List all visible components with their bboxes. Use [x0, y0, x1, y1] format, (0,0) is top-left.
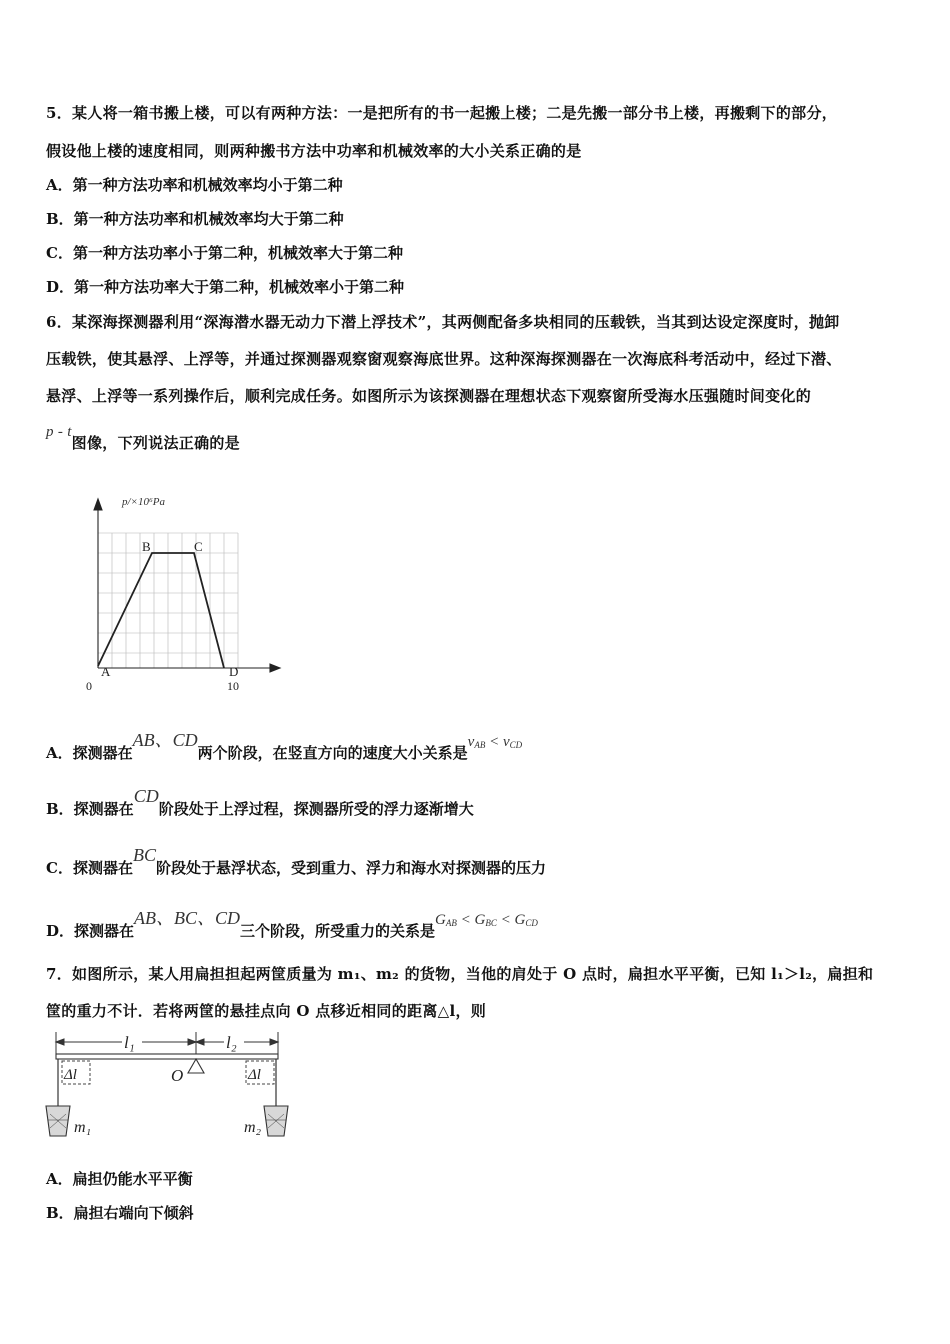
- graph-axes: [94, 499, 280, 672]
- point-label-d: D: [229, 664, 239, 679]
- less-than-sign-2: <: [496, 912, 515, 928]
- pivot-o-label: O: [171, 1066, 184, 1085]
- q6-option-c-prefix: C．探测器在: [46, 859, 133, 877]
- pivot-triangle: [188, 1059, 204, 1073]
- less-than-sign: <: [485, 734, 503, 750]
- q6-stem-line2: 压载铁，使其悬浮、上浮等，并通过探测器观察窗观察海底世界。这种深海探测器在一次海底科考活动中，经过下潜、: [46, 350, 842, 368]
- q6-option-c-rest: 阶段处于悬浮状态，受到重力、浮力和海水对探测器的压力: [155, 859, 546, 877]
- q7-stem-line2: 筐的重力不计．若将两筐的悬挂点向 O 点移近相同的距离△l，则: [46, 1002, 487, 1020]
- q6-option-a-mid: 两个阶段，在竖直方向的速度大小关系是: [197, 744, 468, 762]
- pt-symbol: p - t: [46, 424, 72, 440]
- q6-stem-line4: [46, 424, 240, 453]
- velocity-subscript-cd: CD: [509, 740, 523, 750]
- q6-option-a-prefix: A．探测器在: [46, 744, 133, 762]
- q6-option-d-mid: 三个阶段，所受重力的关系是: [240, 922, 436, 940]
- q6-option-c-math: BC: [132, 845, 156, 865]
- q7-option-a: A．扁担仍能水平平衡: [46, 1170, 193, 1188]
- velocity-subscript-ab: AB: [474, 740, 486, 750]
- mass-m2-label: m₂: [244, 1119, 262, 1136]
- q5-option-a: A．第一种方法功率和机械效率均小于第二种: [46, 176, 343, 194]
- q6-stem-line3: 悬浮、上浮等一系列操作后，顺利完成任务。如图所示为该探测器在理想状态下观察窗所受海水压强随时间变化的: [46, 387, 812, 405]
- gravity-subscript-ab: AB: [445, 918, 457, 928]
- q5-option-d: D．第一种方法功率大于第二种，机械效率小于第二种: [46, 278, 405, 296]
- q6-option-b: [46, 786, 474, 819]
- q6-option-a-math: AB、CD: [132, 730, 198, 750]
- q6-option-b-rest: 阶段处于上浮过程，探测器所受的浮力逐渐增大: [158, 800, 474, 818]
- point-label-c: C: [194, 539, 203, 554]
- x-tick-10: 10: [227, 679, 239, 693]
- q6-stem-line1: 6．某深海探测器利用“深海潜水器无动力下潜上浮技术”，其两侧配备多块相同的压载铁，当其到达设定深度时，抛卸: [46, 313, 840, 331]
- q6-option-a-relation: [468, 734, 522, 750]
- x-origin-tick: 0: [86, 679, 92, 693]
- length-l1-label: l₁: [124, 1033, 135, 1052]
- q6-option-c: [46, 845, 546, 878]
- less-than-sign-1: <: [456, 912, 475, 928]
- gravity-symbol-ab: G: [435, 912, 446, 928]
- q5-stem-line1: 5．某人将一箱书搬上楼，可以有两种方法：一是把所有的书一起搬上楼；二是先搬一部分书上楼，再搬剩下的部分，: [46, 104, 838, 122]
- pole: [56, 1054, 278, 1059]
- velocity-symbol-ab: v: [467, 734, 475, 750]
- q6-stem-line4-text: 图像，下列说法正确的是: [71, 434, 240, 452]
- q5-stem-line2: 假设他上楼的速度相同，则两种搬书方法中功率和机械效率的大小关系正确的是: [46, 142, 582, 160]
- q7-stem-line1: 7．如图所示，某人用扁担担起两筐质量为 m₁、m₂ 的货物，当他的肩处于 O 点时，扁担水平平衡，已知 l₁＞l₂，扁担和: [46, 965, 874, 983]
- mass-m1-label: m₁: [74, 1119, 92, 1136]
- q6-option-d-prefix: D．探测器在: [46, 922, 135, 940]
- basket-left: [46, 1106, 70, 1136]
- q6-option-a: [46, 730, 523, 764]
- gravity-symbol-cd: G: [514, 912, 526, 928]
- velocity-symbol-cd: v: [502, 734, 510, 750]
- gravity-subscript-cd: CD: [525, 918, 538, 928]
- point-label-a: A: [101, 664, 111, 679]
- q5-option-b: B．第一种方法功率和机械效率均大于第二种: [46, 210, 344, 228]
- carrying-pole-figure: [40, 1028, 310, 1146]
- dimension-lines: [56, 1032, 278, 1054]
- length-l2-label: l₂: [226, 1033, 237, 1052]
- q6-option-b-math: CD: [133, 786, 159, 806]
- point-label-b: B: [142, 539, 151, 554]
- basket-right: [264, 1106, 288, 1136]
- gravity-subscript-bc: BC: [485, 918, 497, 928]
- y-axis-label: p/×10⁶Pa: [122, 496, 166, 508]
- q6-option-d-math: AB、BC、CD: [134, 908, 241, 928]
- pressure-time-graph: [78, 488, 288, 700]
- q7-option-b: B．扁担右端向下倾斜: [46, 1204, 194, 1222]
- q6-option-d: [46, 908, 538, 942]
- pressure-curve: [98, 553, 224, 668]
- delta-l-left-label: Δl: [64, 1067, 77, 1083]
- delta-l-right-label: Δl: [248, 1067, 261, 1083]
- q5-option-c: C．第一种方法功率小于第二种，机械效率大于第二种: [46, 244, 403, 262]
- gravity-symbol-bc: G: [474, 912, 486, 928]
- q6-option-b-prefix: B．探测器在: [46, 800, 134, 818]
- q6-option-d-relation: [435, 912, 538, 928]
